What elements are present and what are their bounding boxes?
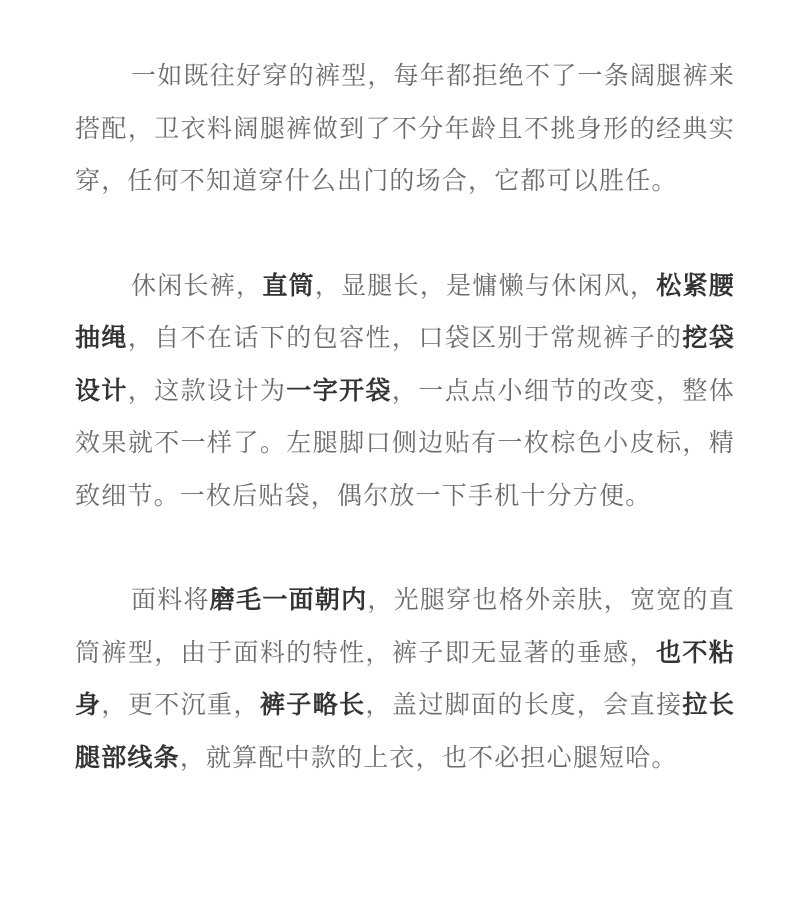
paragraph-text: 休闲长裤， xyxy=(131,270,263,300)
highlight-text: 磨毛一面朝内 xyxy=(209,585,368,614)
highlight-text: 一字开袋 xyxy=(286,375,392,405)
highlight-text: 拉长腿部线条 xyxy=(75,690,736,772)
paragraph-text: ，光腿穿也格外亲肤，宽宽的直筒裤型，由于面料的特性，裤子即无显著的垂感， xyxy=(75,585,735,667)
paragraph-intro xyxy=(75,50,735,208)
paragraph-text: ，显腿长，是慵懒与休闲风， xyxy=(314,270,657,300)
paragraph-text: ，一点点小细节的改变，整体效果就不一样了。左腿脚口侧边贴有一枚棕色小皮标，精致细节。一枚后贴袋，偶尔放一下手机十分方便。 xyxy=(75,375,736,510)
paragraph-text: ，盖过脚面的长度，会直接 xyxy=(365,690,683,719)
paragraph-design-details xyxy=(75,260,735,523)
highlight-text: 松紧腰抽绳 xyxy=(75,270,735,352)
paragraph-text: ，这款设计为 xyxy=(127,375,287,405)
article-body xyxy=(75,50,735,784)
paragraph-text: 一如既往好穿的裤型，每年都拒绝不了一条阔腿裤来搭配，卫衣料阔腿裤做到了不分年龄且不挑身形的经典实穿，任何不知道穿什么出门的场合，它都可以胜任。 xyxy=(75,61,735,195)
paragraph-text: ，就算配中款的上衣，也不必担心腿短哈。 xyxy=(179,742,678,772)
paragraph-text: 面料将 xyxy=(131,585,210,614)
highlight-text: 也不粘身 xyxy=(75,637,736,719)
highlight-text: 直筒 xyxy=(262,270,315,300)
paragraph-text: ，自不在话下的包容性，口袋区别于常规裤子的 xyxy=(127,323,683,352)
paragraph-text: ，更不沉重， xyxy=(101,690,260,719)
paragraph-fabric xyxy=(75,574,735,784)
highlight-text: 挖袋设计 xyxy=(75,323,736,405)
highlight-text: 裤子略长 xyxy=(259,690,366,719)
